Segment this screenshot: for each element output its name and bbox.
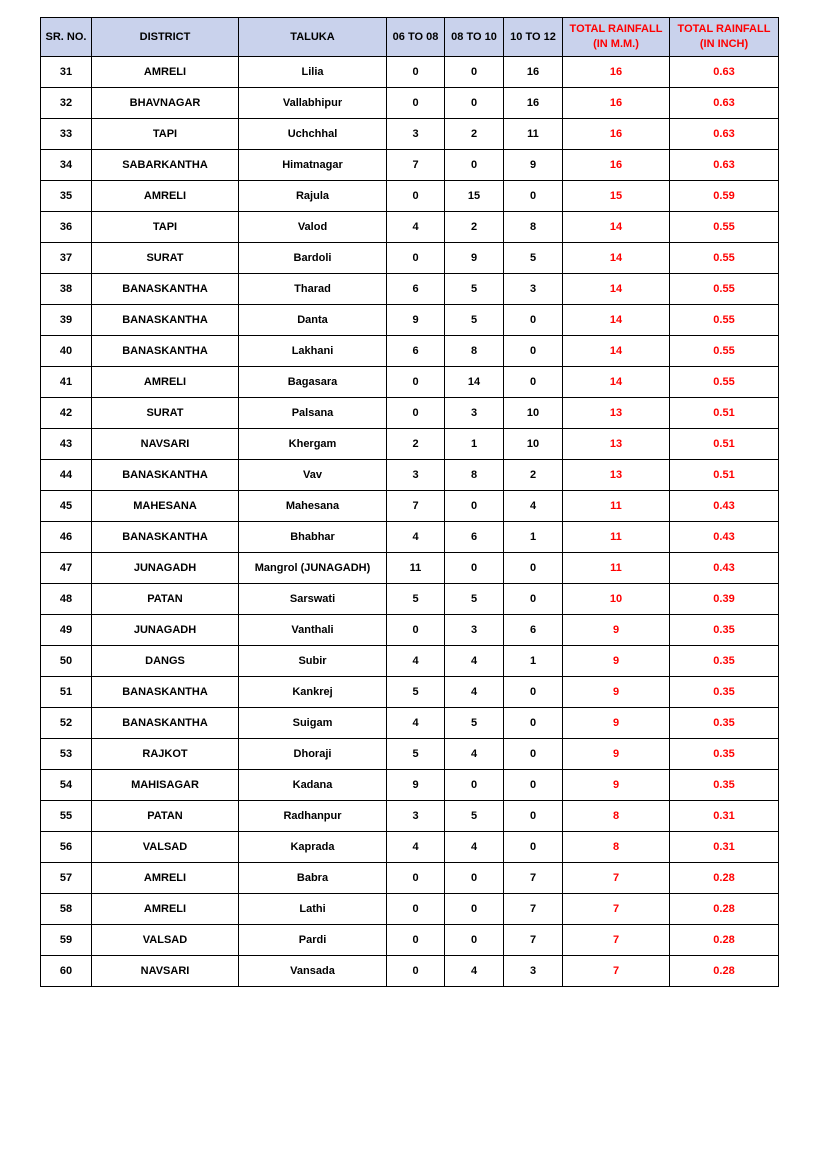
- cell-district: MAHESANA: [92, 491, 239, 522]
- cell-total-mm: 14: [563, 243, 670, 274]
- cell-10-to-12: 10: [504, 398, 563, 429]
- cell-06-to-08: 9: [387, 305, 445, 336]
- cell-total-inch: 0.35: [670, 677, 779, 708]
- cell-district: JUNAGADH: [92, 553, 239, 584]
- cell-district: AMRELI: [92, 863, 239, 894]
- cell-taluka: Rajula: [239, 181, 387, 212]
- cell-total-mm: 15: [563, 181, 670, 212]
- cell-06-to-08: 0: [387, 894, 445, 925]
- cell-taluka: Vav: [239, 460, 387, 491]
- cell-08-to-10: 15: [445, 181, 504, 212]
- cell-sr-no: 41: [41, 367, 92, 398]
- cell-total-inch: 0.28: [670, 863, 779, 894]
- cell-total-inch: 0.31: [670, 801, 779, 832]
- cell-sr-no: 48: [41, 584, 92, 615]
- cell-total-mm: 9: [563, 677, 670, 708]
- cell-sr-no: 53: [41, 739, 92, 770]
- table-row: [41, 553, 779, 584]
- cell-district: MAHISAGAR: [92, 770, 239, 801]
- cell-total-inch: 0.55: [670, 336, 779, 367]
- table-row: [41, 336, 779, 367]
- cell-sr-no: 59: [41, 925, 92, 956]
- cell-taluka: Vanthali: [239, 615, 387, 646]
- table-row: [41, 894, 779, 925]
- cell-total-mm: 14: [563, 212, 670, 243]
- col-10-to-12: 10 TO 12: [504, 18, 563, 57]
- cell-10-to-12: 0: [504, 181, 563, 212]
- cell-total-mm: 8: [563, 832, 670, 863]
- cell-sr-no: 37: [41, 243, 92, 274]
- cell-sr-no: 49: [41, 615, 92, 646]
- cell-06-to-08: 3: [387, 801, 445, 832]
- cell-sr-no: 34: [41, 150, 92, 181]
- table-row: [41, 491, 779, 522]
- cell-total-mm: 9: [563, 646, 670, 677]
- cell-08-to-10: 9: [445, 243, 504, 274]
- cell-total-inch: 0.39: [670, 584, 779, 615]
- cell-total-inch: 0.55: [670, 243, 779, 274]
- cell-district: AMRELI: [92, 57, 239, 88]
- table-row: [41, 243, 779, 274]
- cell-08-to-10: 6: [445, 522, 504, 553]
- cell-total-mm: 16: [563, 150, 670, 181]
- cell-district: RAJKOT: [92, 739, 239, 770]
- cell-10-to-12: 5: [504, 243, 563, 274]
- cell-10-to-12: 0: [504, 584, 563, 615]
- cell-total-mm: 9: [563, 739, 670, 770]
- table-row: [41, 367, 779, 398]
- cell-total-mm: 10: [563, 584, 670, 615]
- cell-06-to-08: 3: [387, 460, 445, 491]
- col-total-inch: [670, 18, 779, 57]
- cell-sr-no: 40: [41, 336, 92, 367]
- col-taluka: TALUKA: [239, 18, 387, 57]
- table-row: [41, 863, 779, 894]
- cell-08-to-10: 4: [445, 832, 504, 863]
- col-08-to-10: 08 TO 10: [445, 18, 504, 57]
- cell-08-to-10: 3: [445, 398, 504, 429]
- cell-district: VALSAD: [92, 925, 239, 956]
- cell-10-to-12: 1: [504, 522, 563, 553]
- cell-sr-no: 35: [41, 181, 92, 212]
- cell-sr-no: 52: [41, 708, 92, 739]
- table-row: [41, 398, 779, 429]
- cell-06-to-08: 0: [387, 88, 445, 119]
- cell-06-to-08: 3: [387, 119, 445, 150]
- cell-06-to-08: 4: [387, 832, 445, 863]
- cell-10-to-12: 7: [504, 863, 563, 894]
- cell-total-mm: 11: [563, 553, 670, 584]
- table-row: [41, 956, 779, 987]
- cell-08-to-10: 1: [445, 429, 504, 460]
- cell-08-to-10: 0: [445, 894, 504, 925]
- cell-taluka: Kankrej: [239, 677, 387, 708]
- table-row: [41, 584, 779, 615]
- cell-total-mm: 11: [563, 522, 670, 553]
- cell-08-to-10: 0: [445, 925, 504, 956]
- table-body: [41, 57, 779, 987]
- table-row: [41, 801, 779, 832]
- cell-10-to-12: 16: [504, 88, 563, 119]
- cell-06-to-08: 6: [387, 336, 445, 367]
- cell-district: SURAT: [92, 398, 239, 429]
- table-row: [41, 460, 779, 491]
- cell-06-to-08: 0: [387, 181, 445, 212]
- cell-08-to-10: 5: [445, 801, 504, 832]
- col-total-mm-line1: TOTAL RAINFALL: [569, 23, 663, 35]
- cell-08-to-10: 0: [445, 553, 504, 584]
- cell-sr-no: 54: [41, 770, 92, 801]
- cell-total-mm: 11: [563, 491, 670, 522]
- cell-total-inch: 0.59: [670, 181, 779, 212]
- cell-06-to-08: 5: [387, 677, 445, 708]
- cell-total-inch: 0.51: [670, 429, 779, 460]
- cell-08-to-10: 0: [445, 88, 504, 119]
- cell-district: BHAVNAGAR: [92, 88, 239, 119]
- cell-06-to-08: 0: [387, 925, 445, 956]
- cell-10-to-12: 8: [504, 212, 563, 243]
- cell-sr-no: 60: [41, 956, 92, 987]
- cell-district: BANASKANTHA: [92, 708, 239, 739]
- cell-taluka: Bagasara: [239, 367, 387, 398]
- cell-06-to-08: 5: [387, 739, 445, 770]
- cell-06-to-08: 2: [387, 429, 445, 460]
- cell-total-inch: 0.63: [670, 119, 779, 150]
- cell-sr-no: 50: [41, 646, 92, 677]
- cell-district: PATAN: [92, 801, 239, 832]
- cell-district: AMRELI: [92, 894, 239, 925]
- table-row: [41, 522, 779, 553]
- cell-sr-no: 55: [41, 801, 92, 832]
- col-sr-no: SR. NO.: [41, 18, 92, 57]
- cell-total-mm: 14: [563, 336, 670, 367]
- cell-06-to-08: 0: [387, 956, 445, 987]
- cell-06-to-08: 4: [387, 212, 445, 243]
- header-row: [41, 18, 779, 57]
- table-row: [41, 708, 779, 739]
- cell-total-mm: 13: [563, 429, 670, 460]
- table-row: [41, 57, 779, 88]
- table-row: [41, 212, 779, 243]
- cell-taluka: Dhoraji: [239, 739, 387, 770]
- cell-08-to-10: 0: [445, 57, 504, 88]
- cell-06-to-08: 4: [387, 522, 445, 553]
- cell-06-to-08: 4: [387, 708, 445, 739]
- cell-10-to-12: 0: [504, 832, 563, 863]
- cell-district: AMRELI: [92, 181, 239, 212]
- cell-taluka: Tharad: [239, 274, 387, 305]
- cell-total-inch: 0.35: [670, 646, 779, 677]
- cell-sr-no: 58: [41, 894, 92, 925]
- cell-06-to-08: 4: [387, 646, 445, 677]
- cell-08-to-10: 4: [445, 956, 504, 987]
- cell-total-mm: 9: [563, 708, 670, 739]
- table-row: [41, 305, 779, 336]
- cell-taluka: Uchchhal: [239, 119, 387, 150]
- cell-total-mm: 16: [563, 57, 670, 88]
- cell-08-to-10: 5: [445, 708, 504, 739]
- cell-sr-no: 56: [41, 832, 92, 863]
- cell-total-mm: 7: [563, 956, 670, 987]
- cell-10-to-12: 0: [504, 770, 563, 801]
- cell-08-to-10: 2: [445, 212, 504, 243]
- cell-10-to-12: 7: [504, 894, 563, 925]
- cell-total-inch: 0.51: [670, 398, 779, 429]
- cell-08-to-10: 8: [445, 336, 504, 367]
- cell-district: BANASKANTHA: [92, 460, 239, 491]
- cell-10-to-12: 0: [504, 553, 563, 584]
- cell-06-to-08: 0: [387, 243, 445, 274]
- cell-06-to-08: 0: [387, 863, 445, 894]
- cell-sr-no: 51: [41, 677, 92, 708]
- cell-district: NAVSARI: [92, 429, 239, 460]
- table-row: [41, 646, 779, 677]
- table-row: [41, 88, 779, 119]
- cell-total-inch: 0.35: [670, 615, 779, 646]
- col-total-mm: [563, 18, 670, 57]
- cell-total-inch: 0.63: [670, 150, 779, 181]
- rainfall-table: [40, 17, 779, 987]
- table-row: [41, 150, 779, 181]
- cell-total-mm: 16: [563, 119, 670, 150]
- cell-district: TAPI: [92, 212, 239, 243]
- table-row: [41, 274, 779, 305]
- cell-taluka: Bardoli: [239, 243, 387, 274]
- cell-district: BANASKANTHA: [92, 522, 239, 553]
- cell-sr-no: 32: [41, 88, 92, 119]
- cell-08-to-10: 2: [445, 119, 504, 150]
- cell-08-to-10: 5: [445, 305, 504, 336]
- cell-08-to-10: 14: [445, 367, 504, 398]
- cell-08-to-10: 4: [445, 646, 504, 677]
- cell-total-inch: 0.55: [670, 305, 779, 336]
- cell-sr-no: 46: [41, 522, 92, 553]
- cell-08-to-10: 0: [445, 770, 504, 801]
- cell-total-inch: 0.55: [670, 274, 779, 305]
- cell-taluka: Subir: [239, 646, 387, 677]
- cell-district: DANGS: [92, 646, 239, 677]
- cell-08-to-10: 3: [445, 615, 504, 646]
- cell-district: BANASKANTHA: [92, 274, 239, 305]
- cell-10-to-12: 0: [504, 305, 563, 336]
- cell-total-inch: 0.63: [670, 88, 779, 119]
- cell-total-inch: 0.28: [670, 956, 779, 987]
- cell-sr-no: 57: [41, 863, 92, 894]
- cell-06-to-08: 11: [387, 553, 445, 584]
- cell-sr-no: 36: [41, 212, 92, 243]
- cell-10-to-12: 0: [504, 708, 563, 739]
- cell-06-to-08: 5: [387, 584, 445, 615]
- cell-total-mm: 14: [563, 367, 670, 398]
- cell-taluka: Kaprada: [239, 832, 387, 863]
- cell-district: SURAT: [92, 243, 239, 274]
- cell-10-to-12: 0: [504, 801, 563, 832]
- table-row: [41, 925, 779, 956]
- col-total-inch-line2: (IN INCH): [699, 38, 749, 50]
- cell-taluka: Vallabhipur: [239, 88, 387, 119]
- cell-total-inch: 0.55: [670, 212, 779, 243]
- cell-06-to-08: 7: [387, 491, 445, 522]
- cell-total-mm: 9: [563, 615, 670, 646]
- cell-10-to-12: 16: [504, 57, 563, 88]
- cell-district: AMRELI: [92, 367, 239, 398]
- cell-taluka: Suigam: [239, 708, 387, 739]
- cell-total-inch: 0.43: [670, 553, 779, 584]
- cell-08-to-10: 0: [445, 491, 504, 522]
- cell-taluka: Bhabhar: [239, 522, 387, 553]
- cell-taluka: Danta: [239, 305, 387, 336]
- table-row: [41, 739, 779, 770]
- cell-sr-no: 42: [41, 398, 92, 429]
- col-total-mm-line2: (IN M.M.): [593, 38, 639, 50]
- cell-sr-no: 43: [41, 429, 92, 460]
- cell-total-mm: 7: [563, 894, 670, 925]
- cell-district: NAVSARI: [92, 956, 239, 987]
- cell-taluka: Pardi: [239, 925, 387, 956]
- cell-08-to-10: 8: [445, 460, 504, 491]
- cell-total-mm: 16: [563, 88, 670, 119]
- cell-taluka: Himatnagar: [239, 150, 387, 181]
- cell-taluka: Mahesana: [239, 491, 387, 522]
- cell-10-to-12: 0: [504, 739, 563, 770]
- cell-06-to-08: 9: [387, 770, 445, 801]
- col-total-inch-line1: TOTAL RAINFALL: [677, 23, 771, 35]
- cell-taluka: Radhanpur: [239, 801, 387, 832]
- cell-10-to-12: 11: [504, 119, 563, 150]
- cell-08-to-10: 0: [445, 863, 504, 894]
- cell-total-mm: 13: [563, 460, 670, 491]
- cell-total-inch: 0.55: [670, 367, 779, 398]
- cell-08-to-10: 5: [445, 274, 504, 305]
- table-row: [41, 119, 779, 150]
- cell-total-mm: 14: [563, 305, 670, 336]
- cell-10-to-12: 0: [504, 677, 563, 708]
- table-row: [41, 832, 779, 863]
- cell-sr-no: 47: [41, 553, 92, 584]
- cell-06-to-08: 7: [387, 150, 445, 181]
- cell-taluka: Babra: [239, 863, 387, 894]
- cell-total-mm: 8: [563, 801, 670, 832]
- cell-total-mm: 7: [563, 925, 670, 956]
- cell-taluka: Vansada: [239, 956, 387, 987]
- cell-10-to-12: 4: [504, 491, 563, 522]
- cell-total-inch: 0.35: [670, 739, 779, 770]
- table-row: [41, 429, 779, 460]
- cell-taluka: Palsana: [239, 398, 387, 429]
- cell-08-to-10: 4: [445, 739, 504, 770]
- cell-district: BANASKANTHA: [92, 305, 239, 336]
- cell-total-inch: 0.43: [670, 491, 779, 522]
- cell-total-inch: 0.28: [670, 894, 779, 925]
- cell-district: BANASKANTHA: [92, 336, 239, 367]
- cell-10-to-12: 3: [504, 956, 563, 987]
- cell-10-to-12: 7: [504, 925, 563, 956]
- cell-total-inch: 0.35: [670, 770, 779, 801]
- cell-sr-no: 39: [41, 305, 92, 336]
- cell-sr-no: 38: [41, 274, 92, 305]
- cell-district: VALSAD: [92, 832, 239, 863]
- cell-total-mm: 13: [563, 398, 670, 429]
- cell-total-inch: 0.63: [670, 57, 779, 88]
- cell-sr-no: 45: [41, 491, 92, 522]
- cell-08-to-10: 0: [445, 150, 504, 181]
- table-row: [41, 677, 779, 708]
- cell-10-to-12: 0: [504, 367, 563, 398]
- cell-taluka: Mangrol (JUNAGADH): [239, 553, 387, 584]
- col-district: DISTRICT: [92, 18, 239, 57]
- cell-district: PATAN: [92, 584, 239, 615]
- col-06-to-08: 06 TO 08: [387, 18, 445, 57]
- cell-10-to-12: 1: [504, 646, 563, 677]
- cell-taluka: Khergam: [239, 429, 387, 460]
- cell-taluka: Lakhani: [239, 336, 387, 367]
- cell-total-inch: 0.28: [670, 925, 779, 956]
- cell-08-to-10: 4: [445, 677, 504, 708]
- table-row: [41, 770, 779, 801]
- cell-08-to-10: 5: [445, 584, 504, 615]
- cell-10-to-12: 9: [504, 150, 563, 181]
- cell-taluka: Lilia: [239, 57, 387, 88]
- cell-10-to-12: 6: [504, 615, 563, 646]
- cell-total-mm: 9: [563, 770, 670, 801]
- cell-10-to-12: 3: [504, 274, 563, 305]
- cell-10-to-12: 10: [504, 429, 563, 460]
- cell-taluka: Valod: [239, 212, 387, 243]
- table-header: [41, 18, 779, 57]
- cell-district: BANASKANTHA: [92, 677, 239, 708]
- cell-10-to-12: 2: [504, 460, 563, 491]
- cell-06-to-08: 0: [387, 398, 445, 429]
- cell-sr-no: 31: [41, 57, 92, 88]
- table-row: [41, 615, 779, 646]
- cell-district: JUNAGADH: [92, 615, 239, 646]
- cell-total-inch: 0.51: [670, 460, 779, 491]
- cell-06-to-08: 0: [387, 367, 445, 398]
- cell-taluka: Lathi: [239, 894, 387, 925]
- cell-06-to-08: 6: [387, 274, 445, 305]
- cell-total-mm: 14: [563, 274, 670, 305]
- cell-06-to-08: 0: [387, 615, 445, 646]
- cell-total-mm: 7: [563, 863, 670, 894]
- cell-district: SABARKANTHA: [92, 150, 239, 181]
- cell-06-to-08: 0: [387, 57, 445, 88]
- table-row: [41, 181, 779, 212]
- cell-10-to-12: 0: [504, 336, 563, 367]
- cell-district: TAPI: [92, 119, 239, 150]
- cell-taluka: Kadana: [239, 770, 387, 801]
- cell-total-inch: 0.31: [670, 832, 779, 863]
- cell-sr-no: 33: [41, 119, 92, 150]
- cell-sr-no: 44: [41, 460, 92, 491]
- cell-taluka: Sarswati: [239, 584, 387, 615]
- cell-total-inch: 0.43: [670, 522, 779, 553]
- cell-total-inch: 0.35: [670, 708, 779, 739]
